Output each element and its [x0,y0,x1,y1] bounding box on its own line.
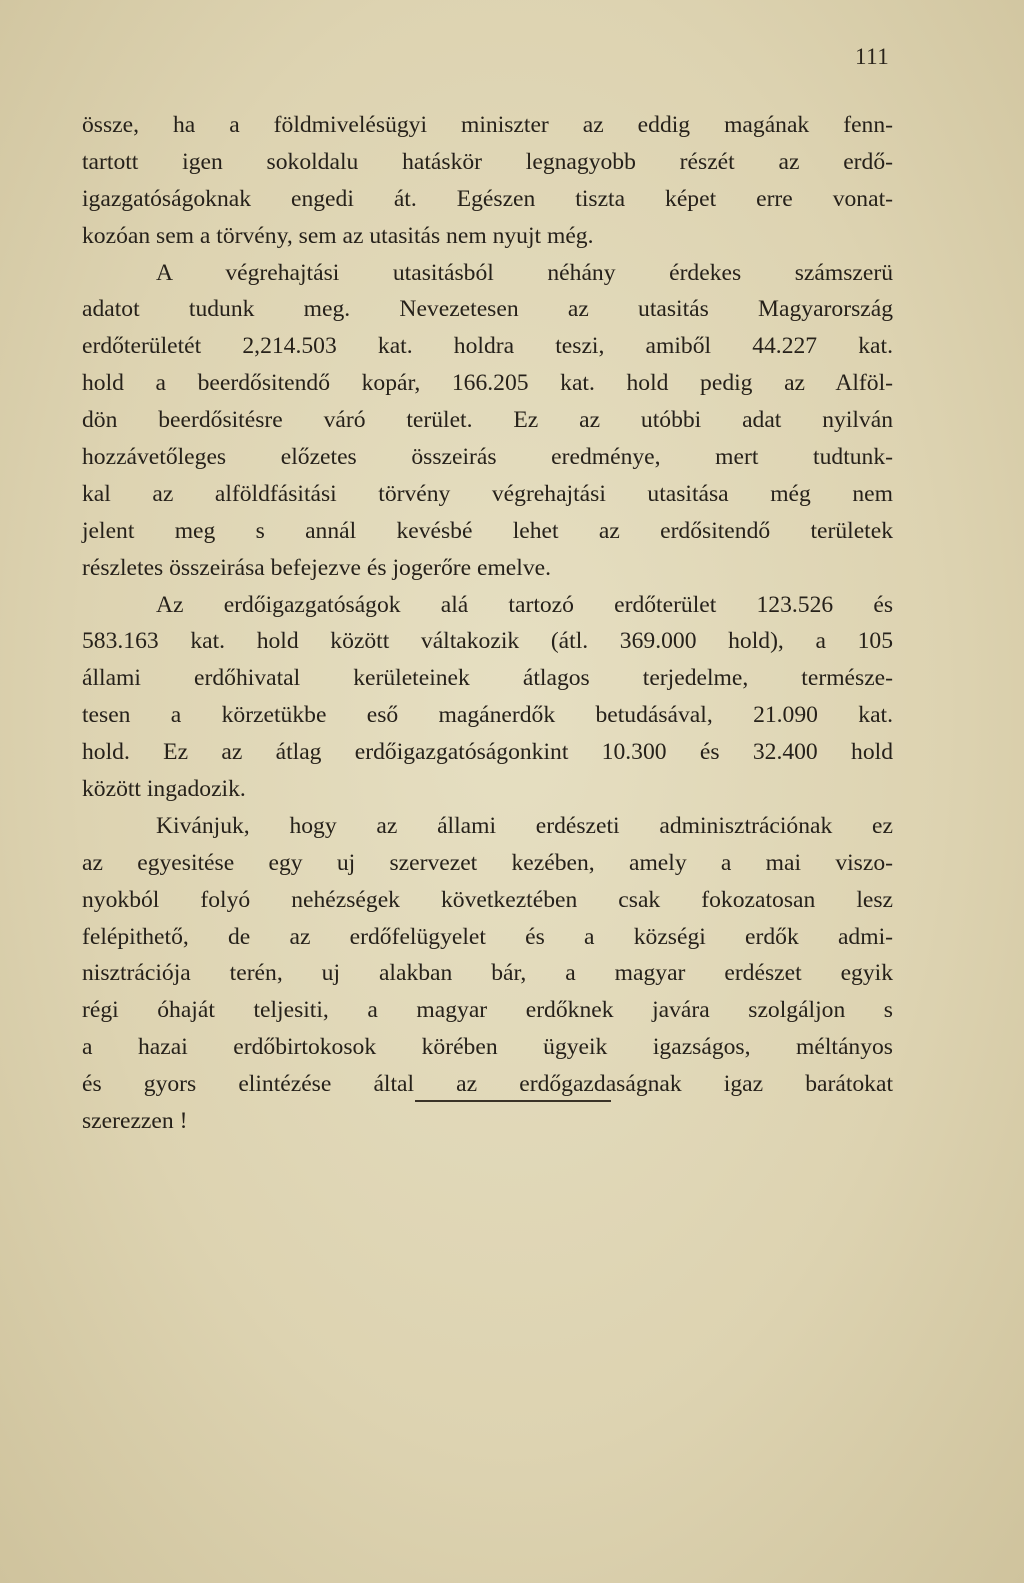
body-text [82,107,893,1140]
text-line: Az erdőigazgatóságok alá tartozó erdőterület 123.526 és [156,591,893,618]
text-line: A végrehajtási utasitásból néhány érdekes számszerü [156,259,893,286]
text-line: a hazai erdőbirtokosok körében ügyeik igazságos, méltányos [82,1034,893,1061]
text-line: hozzávetőleges előzetes összeirás eredménye, mert tudtunk- [82,444,893,471]
text-line: dön beerdősitésre váró terület. Ez az utóbbi adat nyilván [82,407,893,434]
text-line: nisztrációja terén, uj alakban bár, a magyar erdészet egyik [82,960,893,987]
text-line: és gyors elintézése által az erdőgazdaságnak igaz barátokat [82,1071,893,1098]
paragraph [82,587,893,808]
text-line: szerezzen ! [82,1108,188,1135]
paragraph [82,255,893,587]
paragraph [82,107,893,255]
text-line: felépithető, de az erdőfelügyelet és a községi erdők admi- [82,923,893,950]
text-line: nyokból folyó nehézségek következtében csak fokozatosan lesz [82,886,893,913]
page-number: 111 [855,44,890,69]
text-line: hold. Ez az átlag erdőigazgatóságonkint 10.300 és 32.400 hold [82,739,893,766]
text-line: adatot tudunk meg. Nevezetesen az utasitás Magyarország [82,296,893,323]
text-line: jelent meg s annál kevésbé lehet az erdősitendő területek [82,517,893,544]
text-line: régi óhaját teljesiti, a magyar erdőknek javára szolgáljon s [82,997,893,1024]
closing-rule [415,1100,611,1102]
text-line: össze, ha a földmivelésügyi miniszter az eddig magának fenn- [82,112,893,138]
text-line: részletes összeirása befejezve és jogerőre emelve. [82,554,551,581]
text-line: között ingadozik. [82,776,246,803]
text-line: erdőterületét 2,214.503 kat. holdra teszi, amiből 44.227 kat. [82,333,893,360]
text-line: tartott igen sokoldalu hatáskör legnagyobb részét az erdő- [82,148,893,175]
text-line: állami erdőhivatal kerületeinek átlagos terjedelme, természe- [82,665,893,692]
text-line: kozóan sem a törvény, sem az utasitás nem nyujt még. [82,222,594,249]
text-line: 583.163 kat. hold között váltakozik (átl. 369.000 hold), a 105 [82,628,893,655]
text-line: Kivánjuk, hogy az állami erdészeti adminisztrációnak ez [156,812,893,839]
text-line: hold a beerdősitendő kopár, 166.205 kat. hold pedig az Alföl- [82,370,893,397]
paragraph [82,808,893,1140]
text-line: az egyesitése egy uj szervezet kezében, amely a mai viszo- [82,849,893,876]
text-line: tesen a körzetükbe eső magánerdők betudásával, 21.090 kat. [82,702,893,729]
text-line: igazgatóságoknak engedi át. Egészen tiszta képet erre vonat- [82,185,893,212]
text-line: kal az alföldfásitási törvény végrehajtási utasitása még nem [82,480,893,507]
